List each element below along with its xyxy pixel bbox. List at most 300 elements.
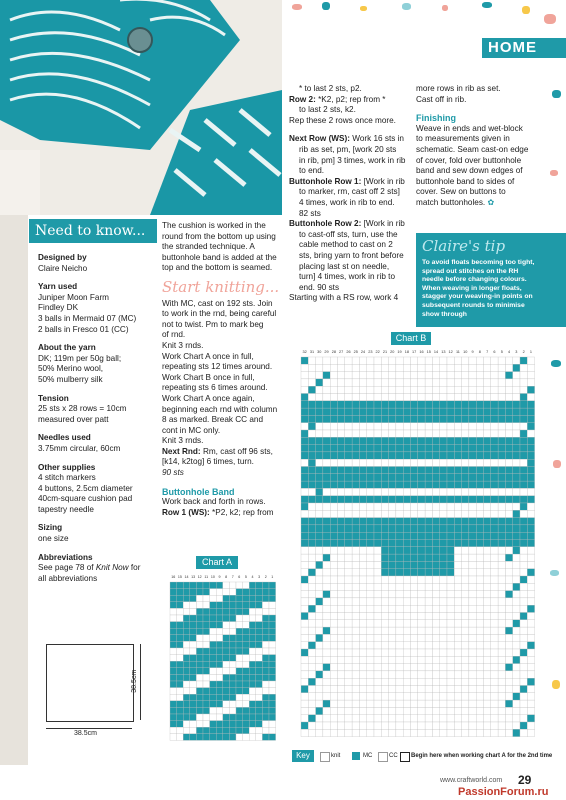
chart-b-cell — [359, 430, 366, 437]
need-to-know-heading: Need to know... — [29, 219, 157, 243]
chart-b-cell — [345, 656, 352, 663]
chart-a-cell — [203, 608, 210, 615]
chart-b-cell — [513, 540, 520, 547]
chart-b-cell — [440, 627, 447, 634]
chart-b-cell — [367, 518, 374, 525]
chart-b-cell — [301, 372, 308, 379]
chart-b-cell — [425, 452, 432, 459]
chart-b-cell — [462, 583, 469, 590]
chart-b-cell — [505, 729, 512, 736]
chart-b-cell — [301, 547, 308, 554]
chart-b-cell — [338, 467, 345, 474]
chart-b-cell — [476, 707, 483, 714]
chart-b-cell — [520, 576, 527, 583]
chart-a-cell — [196, 589, 203, 596]
chart-b-cell — [484, 532, 491, 539]
chart-b-cell — [389, 372, 396, 379]
chart-b-cell — [316, 700, 323, 707]
chart-a-cell — [256, 655, 263, 662]
chart-b-cell — [520, 620, 527, 627]
chart-b-cell — [345, 671, 352, 678]
chart-b-cell — [469, 729, 476, 736]
chart-b-cell — [425, 707, 432, 714]
chart-b-cell — [345, 591, 352, 598]
chart-a-cell — [190, 628, 197, 635]
chart-b-cell — [469, 394, 476, 401]
chart-b-cell — [418, 379, 425, 386]
chart-b-cell — [469, 540, 476, 547]
chart-b-cell — [505, 576, 512, 583]
chart-b-cell — [440, 379, 447, 386]
chart-b-cell — [374, 700, 381, 707]
chart-b-cell — [491, 408, 498, 415]
chart-b-cell — [513, 693, 520, 700]
chart-b-cell — [389, 642, 396, 649]
chart-b-cell — [491, 722, 498, 729]
body-line: cable method to cast on 2 — [299, 240, 393, 250]
chart-b-cell — [425, 605, 432, 612]
chart-b-cell — [527, 386, 534, 393]
chart-b-cell — [440, 394, 447, 401]
chart-b-cell — [491, 715, 498, 722]
chart-a-cell — [269, 674, 276, 681]
chart-b-cell — [381, 540, 388, 547]
chart-b-cell — [505, 722, 512, 729]
chart-b-cell — [352, 379, 359, 386]
chart-b-cell — [520, 408, 527, 415]
chart-b-cell — [491, 700, 498, 707]
chart-b-cell — [338, 496, 345, 503]
chart-b-cell — [520, 518, 527, 525]
chart-b-cell — [440, 686, 447, 693]
chart-b-cell — [476, 532, 483, 539]
chart-b-cell — [520, 394, 527, 401]
chart-b-cell — [367, 722, 374, 729]
chart-a-cell — [190, 641, 197, 648]
chart-b-cell — [338, 525, 345, 532]
chart-b-cell — [447, 415, 454, 422]
chart-b-cell — [432, 613, 439, 620]
chart-b-cell — [316, 372, 323, 379]
chart-b-cell — [345, 707, 352, 714]
chart-b-cell — [425, 540, 432, 547]
chart-b-cell — [338, 481, 345, 488]
chart-b-cell — [476, 671, 483, 678]
chart-b-cell — [389, 576, 396, 583]
chart-a-cell — [243, 615, 250, 622]
chart-b-cell — [462, 452, 469, 459]
yarn-label: Yarn used — [38, 282, 78, 292]
chart-a-cell — [243, 714, 250, 721]
chart-b-cell — [381, 678, 388, 685]
chart-b-cell — [345, 729, 352, 736]
chart-b-cell — [476, 649, 483, 656]
chart-b-cell — [498, 686, 505, 693]
chart-b-cell — [381, 488, 388, 495]
chart-b-cell — [389, 715, 396, 722]
chart-a-cell — [177, 721, 184, 728]
bh1-line: Buttonhole Row 1: [Work in rib — [289, 176, 405, 186]
abbrev-label: Abbreviations — [38, 552, 93, 562]
chart-b-cell — [527, 686, 534, 693]
chart-b-cell — [505, 467, 512, 474]
chart-b-cell — [345, 678, 352, 685]
chart-b-cell — [301, 401, 308, 408]
chart-b-cell — [462, 481, 469, 488]
chart-b-cell — [374, 649, 381, 656]
chart-b-cell — [476, 518, 483, 525]
chart-b-cell — [505, 488, 512, 495]
chart-b-cell — [367, 605, 374, 612]
chart-b-cell — [352, 656, 359, 663]
chart-a-cell — [190, 595, 197, 602]
chart-a-cell — [203, 681, 210, 688]
chart-b-cell — [484, 503, 491, 510]
chart-b-cell — [505, 686, 512, 693]
chart-b-cell — [513, 700, 520, 707]
body-line: With MC, cast on 192 sts. Join — [162, 298, 273, 308]
chart-b-cell — [513, 423, 520, 430]
chart-a-cell — [243, 655, 250, 662]
chart-a-cell — [210, 661, 217, 668]
chart-b-cell — [505, 408, 512, 415]
chart-b-cell — [374, 488, 381, 495]
chart-a-cell — [177, 589, 184, 596]
chart-b-cell — [454, 605, 461, 612]
chart-b-cell — [381, 379, 388, 386]
chart-b-cell — [418, 401, 425, 408]
body-line: repeating sts 12 times around. — [162, 362, 273, 372]
chart-b-cell — [454, 467, 461, 474]
chart-b-cell — [432, 678, 439, 685]
body-line: [k14, k2tog] 6 times, turn. — [162, 457, 254, 467]
chart-b-cell — [308, 467, 315, 474]
chart-a-cell — [183, 734, 190, 741]
chart-b-cell — [308, 474, 315, 481]
chart-b-cell — [352, 634, 359, 641]
chart-b-cell — [345, 401, 352, 408]
chart-b-cell — [454, 693, 461, 700]
chart-a-cell — [177, 681, 184, 688]
chart-b-cell — [527, 656, 534, 663]
chart-a-cell — [236, 734, 243, 741]
chart-b-cell — [381, 700, 388, 707]
chart-b-cell — [411, 686, 418, 693]
chart-b-cell — [396, 496, 403, 503]
chart-b-cell — [381, 722, 388, 729]
chart-b-cell — [345, 379, 352, 386]
chart-b-cell — [498, 620, 505, 627]
chart-b-cell — [359, 576, 366, 583]
chart-b-cell — [411, 408, 418, 415]
chart-a-cell — [170, 635, 177, 642]
body-line: more rows in rib as set. — [416, 84, 501, 93]
chart-b-cell — [301, 394, 308, 401]
chart-a-cell — [190, 648, 197, 655]
chart-b-cell — [396, 700, 403, 707]
chart-b-cell — [338, 547, 345, 554]
chart-a-cell — [210, 721, 217, 728]
chart-b-cell — [316, 598, 323, 605]
chart-b-cell — [396, 583, 403, 590]
chart-b-cell — [498, 540, 505, 547]
chart-a-cell — [256, 727, 263, 734]
chart-b-cell — [367, 467, 374, 474]
chart-b-cell — [301, 415, 308, 422]
chart-b-cell — [425, 379, 432, 386]
body-line: rib as set, pm, [work 20 sts — [299, 144, 397, 154]
chart-b-cell — [469, 437, 476, 444]
chart-b-cell — [469, 503, 476, 510]
chart-a-cell — [229, 641, 236, 648]
chart-a-cell — [170, 661, 177, 668]
chart-b-cell — [323, 394, 330, 401]
body-line: in rib, pm] 3 times, work in rib — [299, 155, 406, 165]
chart-b-cell — [513, 503, 520, 510]
supplies-line: 4 buttons, 2.5cm diameter — [38, 483, 133, 493]
chart-a-cell — [177, 694, 184, 701]
chart-a-cell — [216, 589, 223, 596]
chart-b-cell — [301, 715, 308, 722]
bh2-line: Buttonhole Row 2: [Work in rib — [289, 219, 405, 229]
chart-b-cell — [403, 452, 410, 459]
chart-b-cell — [338, 729, 345, 736]
chart-b-cell — [301, 459, 308, 466]
chart-b-cell — [447, 715, 454, 722]
chart-a-cell — [262, 582, 269, 589]
chart-b-cell — [345, 496, 352, 503]
chart-b-cell — [527, 488, 534, 495]
cushion-photo-art — [0, 0, 282, 215]
chart-b-cell — [498, 554, 505, 561]
chart-a-cell — [269, 688, 276, 695]
chart-a-cell — [249, 602, 256, 609]
chart-b-cell — [301, 386, 308, 393]
chart-b-cell — [447, 488, 454, 495]
chart-b-cell — [316, 430, 323, 437]
chart-a-cell — [196, 635, 203, 642]
chart-b-cell — [308, 452, 315, 459]
chart-b-cell — [301, 591, 308, 598]
chart-b-cell — [411, 561, 418, 568]
chart-a-cell — [236, 595, 243, 602]
chart-a-cell — [229, 668, 236, 675]
chart-b-col-number: 2 — [522, 350, 525, 354]
chart-b-cell — [498, 430, 505, 437]
chart-b-cell — [447, 503, 454, 510]
chart-a-cell — [269, 628, 276, 635]
chart-a-cell — [236, 707, 243, 714]
chart-b-cell — [454, 386, 461, 393]
chart-a-cell — [210, 622, 217, 629]
chart-b-cell — [367, 488, 374, 495]
chart-b-cell — [520, 452, 527, 459]
chart-a-cell — [223, 622, 230, 629]
chart-b-cell — [425, 649, 432, 656]
row1-line: Row 1 (WS): *P2, k2; rep from — [162, 507, 274, 517]
chart-a-cell — [243, 595, 250, 602]
chart-b-cell — [440, 656, 447, 663]
chart-b-cell — [432, 394, 439, 401]
chart-a-cell — [269, 734, 276, 741]
chart-a-cell — [203, 707, 210, 714]
chart-b-cell — [389, 496, 396, 503]
chart-b-cell — [484, 729, 491, 736]
chart-b-cell — [338, 642, 345, 649]
chart-a-cell — [262, 622, 269, 629]
chart-a-cell — [262, 688, 269, 695]
tip-line: subsequent rounds to minimise — [422, 301, 525, 309]
chart-b-cell — [389, 598, 396, 605]
chart-b-cell — [411, 488, 418, 495]
chart-b-col-number: 1 — [529, 350, 533, 354]
chart-b-cell — [345, 686, 352, 693]
chart-b-cell — [484, 642, 491, 649]
chart-b-cell — [367, 664, 374, 671]
chart-b-cell — [469, 605, 476, 612]
body-line: match buttonholes. ✿ — [416, 197, 495, 207]
chart-b-cell — [491, 474, 498, 481]
chart-b-cell — [323, 503, 330, 510]
chart-a-cell — [236, 681, 243, 688]
chart-b-cell — [527, 642, 534, 649]
chart-b-cell — [447, 634, 454, 641]
chart-b-cell — [498, 569, 505, 576]
chart-b-cell — [447, 496, 454, 503]
chart-b-cell — [411, 503, 418, 510]
chart-a-cell — [177, 615, 184, 622]
chart-b-cell — [476, 423, 483, 430]
chart-b-cell — [476, 372, 483, 379]
chart-b-cell — [352, 613, 359, 620]
chart-b-cell — [513, 598, 520, 605]
chart-a-cell — [269, 707, 276, 714]
chart-b-cell — [323, 664, 330, 671]
chart-b-cell — [367, 394, 374, 401]
intro-line: The cushion is worked in the — [162, 221, 266, 230]
chart-b-cell — [491, 605, 498, 612]
chart-b-cell — [301, 642, 308, 649]
chart-b-cell — [505, 664, 512, 671]
chart-a-cell — [229, 608, 236, 615]
chart-b-cell — [411, 525, 418, 532]
chart-a — [162, 570, 288, 760]
chart-a-cell — [243, 688, 250, 695]
chart-a-cell — [262, 641, 269, 648]
chart-b-cell — [462, 386, 469, 393]
chart-b-cell — [505, 357, 512, 364]
chart-b-col-number: 8 — [478, 350, 481, 354]
chart-b-cell — [345, 430, 352, 437]
chart-a-cell — [203, 655, 210, 662]
chart-a-cell — [196, 615, 203, 622]
chart-b-cell — [513, 532, 520, 539]
chart-b-cell — [381, 364, 388, 371]
chart-b-cell — [367, 620, 374, 627]
chart-b-cell — [411, 700, 418, 707]
chart-b-cell — [484, 576, 491, 583]
chart-a-cell — [183, 602, 190, 609]
chart-b-cell — [476, 401, 483, 408]
chart-a-cell — [177, 622, 184, 629]
chart-b-cell — [338, 532, 345, 539]
chart-b-cell — [308, 605, 315, 612]
chart-b-cell — [352, 678, 359, 685]
chart-a-cell — [262, 701, 269, 708]
chart-b-cell — [527, 459, 534, 466]
chart-b-label: Chart B — [391, 332, 431, 345]
chart-a-cell — [170, 589, 177, 596]
chart-b-cell — [359, 357, 366, 364]
chart-b-cell — [389, 561, 396, 568]
chart-a-cell — [210, 608, 217, 615]
chart-b-cell — [316, 561, 323, 568]
chart-a-cell — [256, 701, 263, 708]
chart-b-cell — [359, 656, 366, 663]
chart-b-cell — [345, 532, 352, 539]
chart-b-cell — [330, 408, 337, 415]
chart-b-cell — [338, 510, 345, 517]
chart-a-cell — [269, 661, 276, 668]
chart-a-cell — [249, 674, 256, 681]
chart-a-cell — [170, 674, 177, 681]
chart-a-cell — [243, 721, 250, 728]
chart-b-cell — [352, 664, 359, 671]
chart-b-cell — [520, 554, 527, 561]
chart-b-cell — [462, 364, 469, 371]
chart-b-cell — [345, 408, 352, 415]
chart-b-cell — [491, 591, 498, 598]
chart-a-cell — [229, 674, 236, 681]
chart-b-cell — [374, 642, 381, 649]
chart-b-cell — [476, 394, 483, 401]
chart-b-cell — [447, 445, 454, 452]
chart-b-cell — [425, 357, 432, 364]
chart-b-cell — [389, 649, 396, 656]
chart-b-cell — [432, 525, 439, 532]
chart-b-cell — [513, 467, 520, 474]
chart-b-cell — [338, 372, 345, 379]
chart-a-cell — [243, 628, 250, 635]
chart-b-cell — [440, 613, 447, 620]
finishing-heading: Finishing — [416, 113, 456, 124]
chart-b-cell — [352, 576, 359, 583]
chart-b-cell — [381, 525, 388, 532]
chart-b-cell — [316, 642, 323, 649]
chart-b-cell — [520, 547, 527, 554]
chart-b-cell — [491, 693, 498, 700]
tension-line: 25 sts x 28 rows = 10cm — [38, 404, 127, 414]
chart-b-cell — [469, 569, 476, 576]
chart-b-col-number: 16 — [419, 350, 424, 354]
chart-b-cell — [345, 620, 352, 627]
chart-b-cell — [520, 569, 527, 576]
chart-b-cell — [396, 540, 403, 547]
chart-b-cell — [345, 715, 352, 722]
chart-b-cell — [367, 634, 374, 641]
chart-b-cell — [447, 678, 454, 685]
chart-a-cell — [196, 727, 203, 734]
chart-b-cell — [403, 722, 410, 729]
chart-b-cell — [352, 591, 359, 598]
chart-b-cell — [381, 423, 388, 430]
chart-a-cell — [183, 641, 190, 648]
chart-b-cell — [527, 430, 534, 437]
chart-b-cell — [301, 678, 308, 685]
chart-b-cell — [367, 700, 374, 707]
chart-b-cell — [462, 496, 469, 503]
chart-b-cell — [440, 693, 447, 700]
